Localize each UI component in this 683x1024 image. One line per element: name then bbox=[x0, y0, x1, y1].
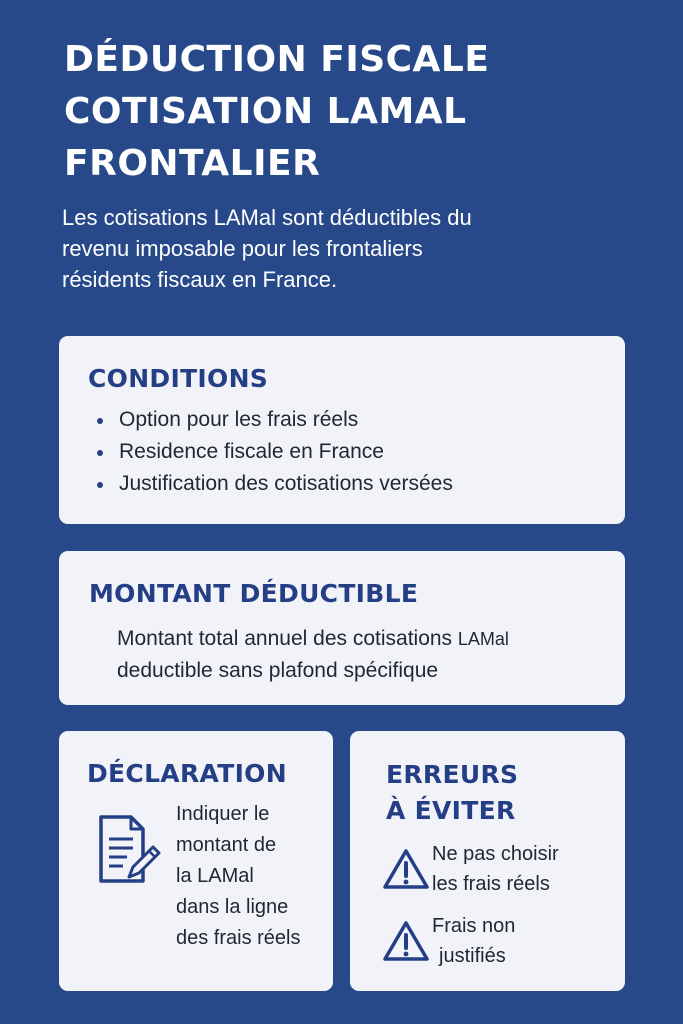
montant-line-1 bbox=[117, 623, 509, 655]
error-text bbox=[432, 839, 559, 899]
warning-icon bbox=[382, 847, 430, 891]
error-line-1: Frais non bbox=[432, 915, 516, 937]
page-title bbox=[64, 34, 644, 190]
document-edit-icon bbox=[95, 813, 165, 887]
declaration-line-5: des frais réels bbox=[176, 927, 301, 949]
intro-line-1: Les cotisations LAMal sont déductibles du bbox=[62, 205, 472, 230]
intro-line-2: revenu imposable pour les frontaliers bbox=[62, 236, 423, 261]
montant-line-1-small: LAMal bbox=[457, 629, 509, 649]
declaration-line-1: Indiquer le bbox=[176, 803, 270, 825]
conditions-heading: CONDITIONS bbox=[88, 364, 269, 393]
erreurs-card bbox=[350, 731, 625, 991]
error-line-2: les frais réels bbox=[432, 873, 550, 895]
declaration-line-3: la LAMal bbox=[176, 865, 254, 887]
declaration-heading: DÉCLARATION bbox=[87, 759, 287, 788]
title-line-2: COTISATION LAMAL bbox=[64, 91, 467, 132]
declaration-text bbox=[176, 799, 301, 954]
declaration-line-2: montant de bbox=[176, 834, 277, 856]
error-text bbox=[432, 911, 515, 971]
declaration-card bbox=[59, 731, 333, 991]
intro-text bbox=[62, 202, 652, 295]
list-item: Option pour les frais réels bbox=[93, 404, 453, 436]
montant-card bbox=[59, 551, 625, 705]
error-line-2: justifiés bbox=[439, 945, 506, 967]
montant-line-1-main: Montant total annuel des cotisations bbox=[117, 627, 458, 650]
montant-line-2: deductible sans plafond spécifique bbox=[117, 659, 439, 682]
conditions-list bbox=[93, 404, 453, 500]
montant-heading: MONTANT DÉDUCTIBLE bbox=[89, 579, 419, 608]
erreurs-heading bbox=[386, 757, 518, 829]
list-item: Justification des cotisations versées bbox=[93, 468, 453, 500]
declaration-line-4: dans la ligne bbox=[176, 896, 289, 918]
erreurs-heading-line-1: ERREURS bbox=[386, 760, 519, 789]
erreurs-heading-line-2: À ÉVITER bbox=[386, 796, 516, 825]
list-item: Residence fiscale en France bbox=[93, 436, 453, 468]
title-line-1: DÉDUCTION FISCALE bbox=[64, 39, 490, 80]
title-line-3: FRONTALIER bbox=[64, 143, 321, 184]
intro-line-3: résidents fiscaux en France. bbox=[62, 267, 338, 292]
montant-text bbox=[117, 623, 509, 687]
warning-icon bbox=[382, 919, 430, 963]
error-line-1: Ne pas choisir bbox=[432, 843, 559, 865]
conditions-card bbox=[59, 336, 625, 524]
